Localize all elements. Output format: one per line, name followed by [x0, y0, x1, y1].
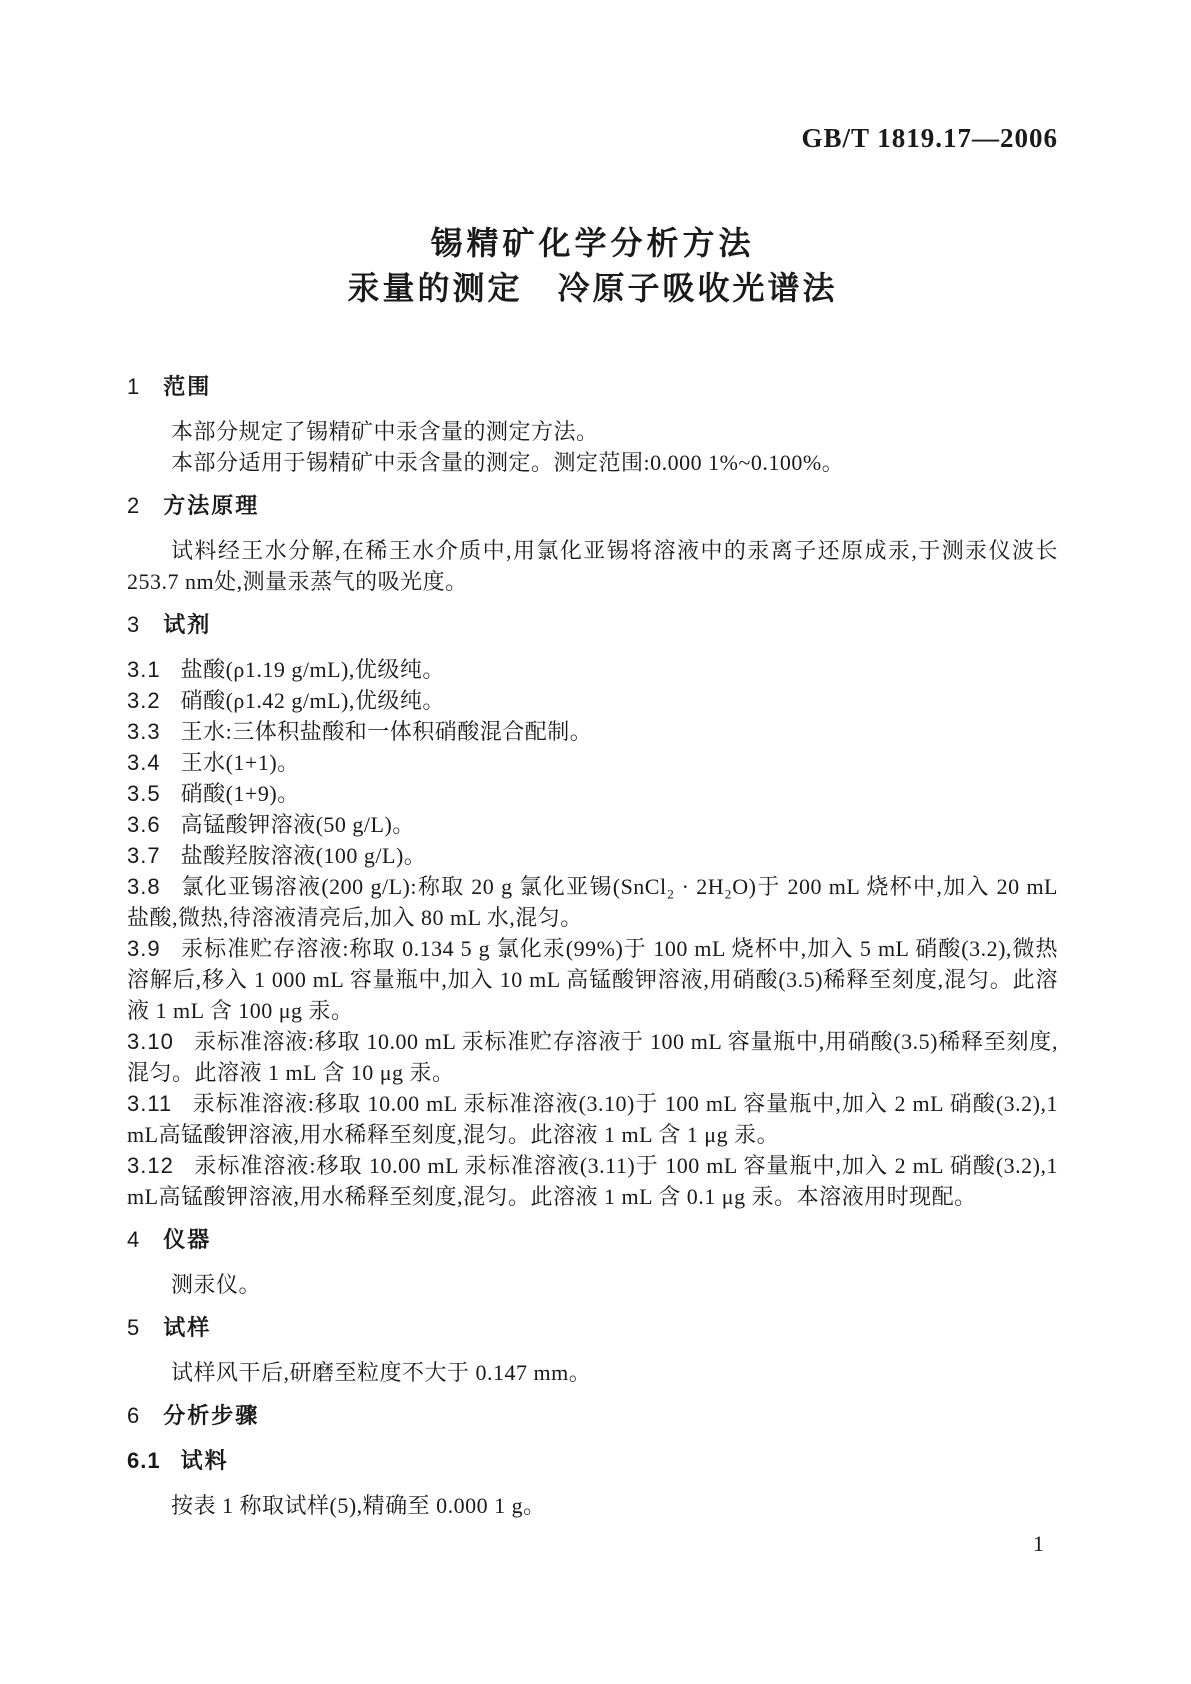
clause-text: 高锰酸钾溶液(50 g/L)。	[180, 812, 415, 837]
clause-number: 3.3	[127, 719, 161, 744]
reagent-item	[127, 778, 1058, 809]
reagent-item	[127, 840, 1058, 871]
clause-text: 汞标准溶液:移取 10.00 mL 汞标准溶液(3.10)于 100 mL 容量瓶中,加入 2 mL 硝酸(3.2),1 mL高锰酸钾溶液,用水稀释至刻度,混匀。此溶液 1 mL 含 1 μg 汞。	[127, 1091, 1058, 1147]
clause-text: 盐酸羟胺溶液(100 g/L)。	[180, 843, 427, 868]
reagent-item	[127, 716, 1058, 747]
section-title: 范围	[163, 374, 212, 399]
clause-text: 王水:三体积盐酸和一体积硝酸混合配制。	[180, 719, 593, 744]
clause-number: 3.2	[127, 688, 161, 713]
clause-number: 3.9	[127, 936, 161, 961]
reagent-item	[127, 871, 1058, 933]
reagent-item	[127, 1026, 1058, 1088]
clause-text: 汞标准溶液:移取 10.00 mL 汞标准贮存溶液于 100 mL 容量瓶中,用硝酸(3.5)稀释至刻度,混匀。此溶液 1 mL 含 10 μg 汞。	[127, 1029, 1058, 1085]
clause-number: 3.6	[127, 812, 161, 837]
paragraph: 本部分适用于锡精矿中汞含量的测定。测定范围:0.000 1%~0.100%。	[171, 450, 845, 475]
section-number: 1	[127, 374, 140, 399]
section-principle	[127, 490, 1058, 597]
reagent-item	[127, 809, 1058, 840]
subsection-heading	[127, 1445, 1058, 1476]
reagent-item	[127, 1150, 1058, 1212]
section-number: 6	[127, 1403, 140, 1428]
reagent-item	[127, 1088, 1058, 1150]
section-heading	[127, 609, 1058, 640]
section-heading	[127, 1400, 1058, 1431]
section-title: 仪器	[163, 1227, 212, 1252]
clause-number: 3.12	[127, 1153, 174, 1178]
page-number: 1	[1033, 1531, 1044, 1556]
paragraph: 按表 1 称取试样(5),精确至 0.000 1 g。	[171, 1493, 546, 1518]
section-heading	[127, 490, 1058, 521]
section-procedure	[127, 1400, 1058, 1521]
section-number: 5	[127, 1315, 140, 1340]
section-number: 3	[127, 612, 140, 637]
section-number: 2	[127, 493, 140, 518]
paragraph: 测汞仪。	[171, 1272, 262, 1297]
section-title: 试剂	[163, 612, 212, 637]
clause-text: 硝酸(1+9)。	[180, 781, 300, 806]
subsection-number: 6.1	[127, 1448, 161, 1473]
clause-number: 3.1	[127, 657, 161, 682]
reagent-item	[127, 747, 1058, 778]
clause-number: 3.11	[127, 1091, 173, 1116]
clause-number: 3.7	[127, 843, 161, 868]
section-reagents	[127, 609, 1058, 1212]
clause-text: 盐酸(ρ1.19 g/mL),优级纯。	[180, 657, 445, 682]
section-title: 方法原理	[163, 493, 260, 518]
document-title	[127, 222, 1058, 309]
clause-number: 3.8	[127, 874, 161, 899]
title-line-1: 锡精矿化学分析方法	[430, 225, 755, 261]
clause-number: 3.5	[127, 781, 161, 806]
section-title: 分析步骤	[163, 1403, 260, 1428]
clause-number: 3.10	[127, 1029, 174, 1054]
section-title: 试样	[163, 1315, 212, 1340]
paragraph: 试样风干后,研磨至粒度不大于 0.147 mm。	[171, 1360, 592, 1385]
paragraph: 试料经王水分解,在稀王水介质中,用氯化亚锡将溶液中的汞离子还原成汞,于测汞仪波长253.7 nm处,测量汞蒸气的吸光度。	[127, 538, 1058, 594]
clause-number: 3.4	[127, 750, 161, 775]
paragraph: 本部分规定了锡精矿中汞含量的测定方法。	[171, 419, 599, 444]
title-line-2: 汞量的测定 冷原子吸收光谱法	[347, 270, 838, 306]
standard-number: GB/T 1819.17—2006	[801, 123, 1058, 153]
clause-text: 氯化亚锡溶液(200 g/L):称取 20 g 氯化亚锡(SnCl₂ · 2H₂O)于 200 mL 烧杯中,加入 20 mL 盐酸,微热,待溶液清亮后,加入 80 mL 水,混匀。	[127, 874, 1058, 930]
subsection-title: 试料	[180, 1448, 229, 1473]
clause-text: 汞标准溶液:移取 10.00 mL 汞标准溶液(3.11)于 100 mL 容量瓶中,加入 2 mL 硝酸(3.2),1 mL高锰酸钾溶液,用水稀释至刻度,混匀。此溶液 1 mL 含 0.1 μg 汞。本溶液用时现配。	[127, 1153, 1058, 1209]
reagent-item	[127, 933, 1058, 1026]
clause-text: 硝酸(ρ1.42 g/mL),优级纯。	[180, 688, 445, 713]
page-content	[127, 0, 1058, 1559]
clause-text: 汞标准贮存溶液:称取 0.134 5 g 氯化汞(99%)于 100 mL 烧杯中,加入 5 mL 硝酸(3.2),微热溶解后,移入 1 000 mL 容量瓶中,加入 10 mL 高锰酸钾溶液,用硝酸(3.5)稀释至刻度,混匀。此溶液 1 mL 含 100 μg 汞。	[127, 936, 1058, 1023]
reagent-item	[127, 685, 1058, 716]
section-sample	[127, 1312, 1058, 1388]
clause-text: 王水(1+1)。	[180, 750, 300, 775]
section-apparatus	[127, 1224, 1058, 1300]
section-number: 4	[127, 1227, 140, 1252]
section-heading	[127, 1312, 1058, 1343]
section-scope	[127, 371, 1058, 478]
section-heading	[127, 371, 1058, 402]
section-heading	[127, 1224, 1058, 1255]
reagent-item	[127, 654, 1058, 685]
